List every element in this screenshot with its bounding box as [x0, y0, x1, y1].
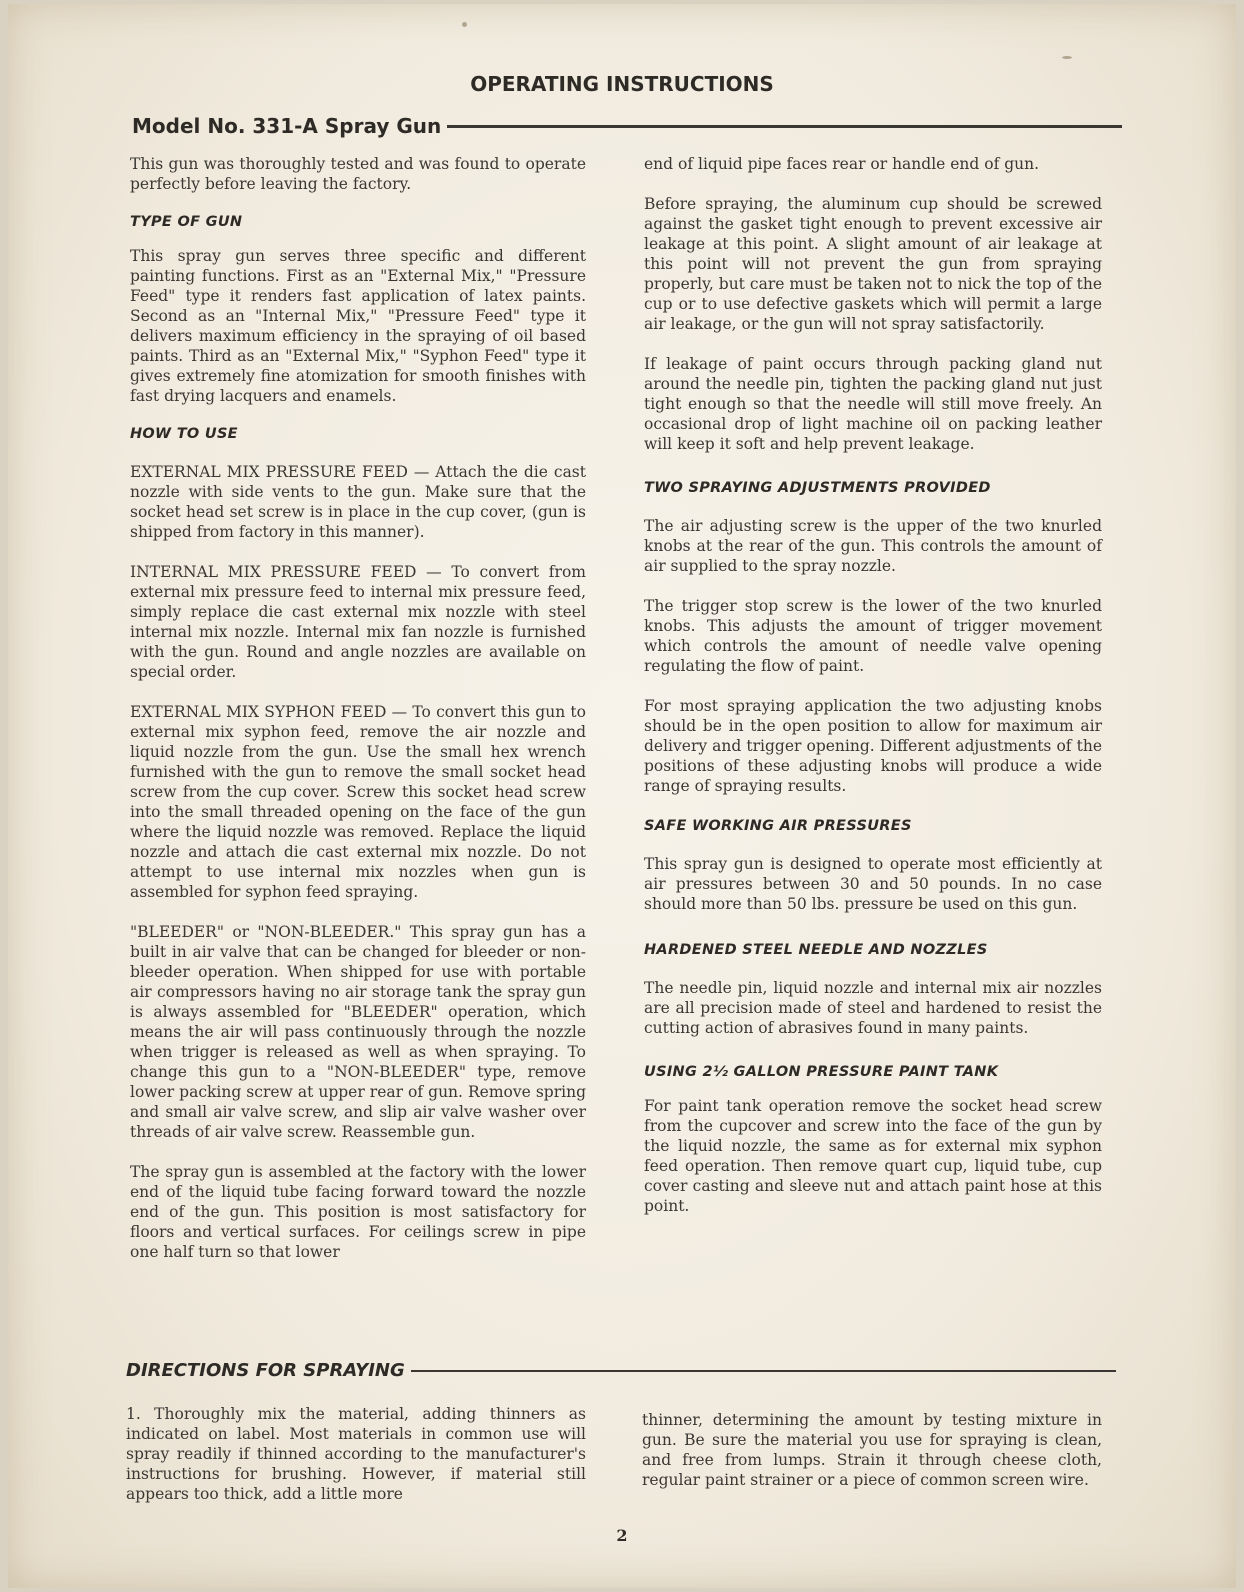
type-of-gun-heading: TYPE OF GUN: [130, 214, 243, 230]
heading-rule: [411, 1370, 1116, 1372]
how-to-use-heading: HOW TO USE: [130, 426, 238, 442]
model-heading: [132, 114, 1122, 138]
directions-paragraph-2: thinner, determining the amount by testing mixture in gun. Be sure the material you use for spraying is clean, and free from lumps. Strain it through cheese cloth, regular paint strainer or a piece of common screen wire.: [642, 1411, 1102, 1489]
steel-needle-paragraph: The needle pin, liquid nozzle and internal mix air nozzles are all precision made of steel and hardened to resist the cutting action of abrasives found in many paints.: [644, 979, 1102, 1037]
document-page: [8, 4, 1236, 1588]
left-column: [130, 154, 586, 1262]
assembled-paragraph: The spray gun is assembled at the factory with the lower end of the liquid tube facing forward toward the nozzle end of the gun. This position is most satisfactory for floors and vertical surfaces. For ceilings screw in pipe one half turn so that lower: [130, 1163, 586, 1261]
air-pressures-heading: SAFE WORKING AIR PRESSURES: [644, 818, 912, 834]
directions-heading: [126, 1360, 1116, 1381]
directions-right-column: [642, 1410, 1102, 1490]
paint-tank-paragraph: For paint tank operation remove the socket head screw from the cupcover and screw into the face of the gun by the liquid nozzle, the same as for external mix syphon feed operation. Then remove quart cup, liquid tube, cup cover casting and sleeve nut and attach paint hose at this point.: [644, 1097, 1102, 1215]
paper-spot: [462, 22, 467, 27]
bleeder-paragraph: "BLEEDER" or "NON-BLEEDER." This spray gun has a built in air valve that can be changed for bleeder or non-bleeder operation. When shipped for use with portable air compressors having no air storage tank the spray gun is always assembled for "BLEEDER" operation, which means the air will pass continuously through the nozzle when trigger is released as well as when spraying. To change this gun to a "NON-BLEEDER" type, remove lower packing screw at upper rear of gun. Remove spring and small air valve screw, and slip air valve washer over threads of air valve screw. Reassemble gun.: [130, 923, 586, 1141]
directions-heading-label: DIRECTIONS FOR SPRAYING: [126, 1360, 405, 1381]
continued-paragraph: end of liquid pipe faces rear or handle end of gun.: [644, 155, 1040, 173]
cup-paragraph: Before spraying, the aluminum cup should be screwed against the gasket tight enough to prevent excessive air leakage at this point. A slight amount of air leakage at this point will not prevent the gun from spraying properly, but care must be taken not to nick the top of the cup or to use defective gaskets which will permit a large air leakage, or the gun will not spray satisfactorily.: [644, 195, 1102, 333]
directions-paragraph-1: 1. Thoroughly mix the material, adding thinners as indicated on label. Most materials in common use will spray readily if thinned according to the manufacturer's instructions for brushing. However, if material still appears too thick, add a little more: [126, 1405, 586, 1503]
leakage-paragraph: If leakage of paint occurs through packing gland nut around the needle pin, tighten the packing gland nut just tight enough so that the needle will still move freely. An occasional drop of light machine oil on packing leather will keep it soft and help prevent leakage.: [644, 355, 1102, 453]
air-screw-paragraph: The air adjusting screw is the upper of the two knurled knobs at the rear of the gun. This controls the amount of air supplied to the spray nozzle.: [644, 517, 1102, 575]
heading-rule: [447, 125, 1122, 128]
air-pressures-paragraph: This spray gun is designed to operate most efficiently at air pressures between 30 and 50 pounds. In no case should more than 50 lbs. pressure be used on this gun.: [644, 855, 1102, 913]
page-title: OPERATING INSTRUCTIONS: [470, 72, 774, 96]
intro-paragraph: This gun was thoroughly tested and was found to operate perfectly before leaving the factory.: [130, 155, 586, 193]
type-of-gun-paragraph: This spray gun serves three specific and different painting functions. First as an "External Mix," "Pressure Feed" type it renders fast application of latex paints. Second as an "Internal Mix," "Pressure Feed" type it delivers maximum efficiency in the spraying of oil based paints. Third as an "External Mix," "Syphon Feed" type it gives extremely fine atomization for smooth finishes with fast drying lacquers and enamels.: [130, 247, 586, 405]
directions-left-column: [126, 1404, 586, 1504]
page-number: 2: [616, 1526, 628, 1545]
paint-tank-heading: USING 2½ GALLON PRESSURE PAINT TANK: [644, 1064, 999, 1080]
model-heading-label: Model No. 331-A Spray Gun: [132, 114, 442, 138]
right-column: [644, 154, 1102, 1216]
internal-mix-pressure-paragraph: INTERNAL MIX PRESSURE FEED — To convert from external mix pressure feed to internal mix pressure feed, simply replace die cast external mix nozzle with steel internal mix nozzle. Internal mix fan nozzle is furnished with the gun. Round and angle nozzles are available on special order.: [130, 563, 586, 681]
steel-needle-heading: HARDENED STEEL NEEDLE AND NOZZLES: [644, 942, 988, 958]
external-mix-syphon-paragraph: EXTERNAL MIX SYPHON FEED — To convert this gun to external mix syphon feed, remove the air nozzle and liquid nozzle from the gun. Use the small hex wrench furnished with the gun to remove the small socket head screw from the cup cover. Screw this socket head screw into the small threaded opening on the face of the gun where the liquid nozzle was removed. Replace the liquid nozzle and attach die cast external mix nozzle. Do not attempt to use internal mix nozzles when gun is assembled for syphon feed spraying.: [130, 703, 586, 901]
trigger-paragraph: The trigger stop screw is the lower of the two knurled knobs. This adjusts the amount of trigger movement which controls the amount of needle valve opening regulating the flow of paint.: [644, 597, 1102, 675]
adjusting-knobs-paragraph: For most spraying application the two adjusting knobs should be in the open position to allow for maximum air delivery and trigger opening. Different adjustments of the positions of these adjusting knobs will produce a wide range of spraying results.: [644, 697, 1102, 795]
adjustments-heading: TWO SPRAYING ADJUSTMENTS PROVIDED: [644, 480, 991, 496]
paper-spot: [1062, 56, 1072, 59]
external-mix-pressure-paragraph: EXTERNAL MIX PRESSURE FEED — Attach the die cast nozzle with side vents to the gun. Make sure that the socket head set screw is in place in the cup cover, (gun is shipped from factory in this manner).: [130, 463, 586, 541]
